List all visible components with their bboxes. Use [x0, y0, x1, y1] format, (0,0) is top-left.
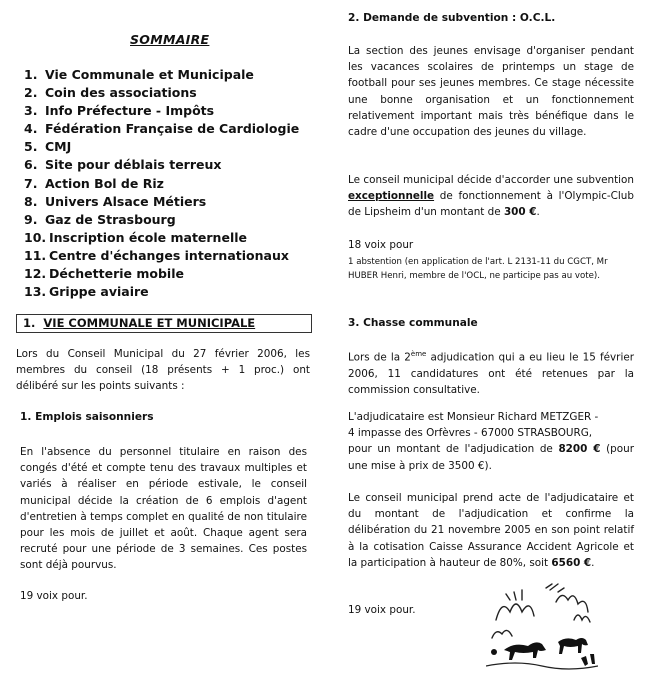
section-1-title: VIE COMMUNALE ET MUNICIPALE [43, 316, 256, 330]
subvention-paragraph: La section des jeunes envisage d'organiser pendant les vacances scolaires de printemps un stage de football pour ses jeunes membres. Ce stage nécessite une bonne organisation et un fonctionnement relativement important mais très bénéfique dans le cadre d'une occupation des jeunes du village. [348, 45, 634, 139]
emplois-vote: 19 voix pour. [20, 590, 88, 602]
toc-item-number: 3. [24, 103, 38, 119]
toc-item [24, 247, 299, 265]
toc-item-label: Gaz de Strasbourg [45, 211, 176, 227]
sommaire-title: SOMMAIRE [130, 32, 210, 47]
toc-item-label: Centre d'échanges internationaux [49, 247, 289, 263]
chasse-p1-start: Lors de la 2 [348, 351, 411, 364]
toc-item [24, 156, 299, 174]
chasse-p3-end: . [591, 556, 595, 569]
decision-text-mid: de fonctionnement à l'Olympic-Club de Lipsheim d'un montant de [348, 190, 634, 219]
hunting-illustration [486, 580, 598, 672]
adjudicataire-address: 4 impasse des Orfèvres - 67000 STRASBOURG, [348, 427, 593, 440]
toc-item-number: 4. [24, 121, 38, 137]
toc-item-label: CMJ [45, 139, 72, 155]
subvention-vote: 18 voix pour [348, 239, 414, 251]
toc-item-number: 5. [24, 139, 38, 155]
subvention-decision [348, 172, 634, 221]
toc-item-label: Déchetterie mobile [49, 266, 184, 282]
section-1-heading-box [16, 314, 312, 333]
toc-item-label: Univers Alsace Métiers [45, 193, 207, 209]
toc-item-number: 8. [24, 193, 38, 209]
subvention-heading: 2. Demande de subvention : O.C.L. [348, 12, 556, 24]
toc-item-number: 13. [24, 284, 47, 300]
chasse-p1-superscript: ème [410, 350, 427, 358]
toc-item-number: 10. [24, 229, 47, 245]
table-of-contents [24, 66, 299, 301]
toc-item [24, 229, 299, 247]
toc-item [24, 193, 299, 211]
intro-paragraph: Lors du Conseil Municipal du 27 février 2006, les membres du conseil (18 présents + 1 proc.) ont délibéré sur les points suivants : [16, 348, 310, 393]
toc-item [24, 283, 299, 301]
toc-item-number: 2. [24, 85, 38, 101]
toc-item [24, 175, 299, 193]
toc-item-number: 7. [24, 175, 38, 191]
toc-item-number: 9. [24, 211, 38, 227]
section-1-number: 1. [23, 316, 36, 330]
toc-item-label: Vie Communale et Municipale [45, 67, 254, 82]
chasse-paragraph-2 [348, 409, 634, 474]
toc-item [24, 211, 299, 229]
toc-item-label: Grippe aviaire [49, 284, 149, 300]
decision-text-end: . [536, 206, 540, 219]
cotisation-amount: 6560 € [551, 556, 592, 569]
toc-item-label: Action Bol de Riz [45, 175, 164, 191]
chasse-p3-text: Le conseil municipal prend acte de l'adjudicataire et du montant de l'adjudication et confirme la délibération du 21 novembre 2005 en son point relatif à la cotisation Caisse Assurance Accident Agricole et la participation à hauteur de 80%, soit [348, 492, 634, 569]
toc-item-label: Info Préfecture - Impôts [45, 103, 215, 119]
emplois-heading: 1. Emplois saisonniers [20, 411, 154, 423]
chasse-p2-end: (pour une mise à prix de 3500 €). [348, 443, 634, 472]
chasse-p2-text: pour un montant de l'adjudication de [348, 443, 559, 456]
toc-item [24, 120, 299, 138]
chasse-paragraph-1 [348, 346, 634, 398]
toc-item [24, 138, 299, 156]
chasse-paragraph-3 [348, 490, 634, 571]
toc-item-label: Coin des associations [45, 85, 197, 101]
decision-amount: 300 € [503, 206, 537, 219]
toc-item [24, 265, 299, 283]
chasse-heading: 3. Chasse communale [348, 317, 478, 329]
toc-item [24, 102, 299, 120]
chasse-vote: 19 voix pour. [348, 604, 416, 616]
toc-item-number: 12. [24, 266, 47, 282]
toc-item [24, 84, 299, 102]
decision-text-start: Le conseil municipal décide d'accorder une subvention [348, 174, 634, 186]
adjudication-amount: 8200 € [558, 443, 601, 456]
toc-item-number: 1. [24, 67, 38, 82]
toc-item-label: Inscription école maternelle [49, 229, 247, 245]
toc-item-label: Site pour déblais terreux [45, 157, 222, 173]
toc-item-number: 6. [24, 157, 38, 173]
adjudicataire-line: L'adjudicataire est Monsieur Richard METZGER - [348, 411, 599, 423]
toc-item-label: Fédération Française de Cardiologie [45, 121, 300, 137]
toc-item-number: 11. [24, 247, 47, 263]
decision-emphasis: exceptionnelle [348, 190, 435, 203]
emplois-paragraph: En l'absence du personnel titulaire en raison des congés d'été et compte tenu des travaux multiples et variés à réaliser en période estivale, le conseil municipal décide la création de 6 emplois d'agent d'entretien à temps complet en qualité de non titulaire pour les mois de juillet et août. Chaque agent sera recruté pour une période de 3 semaines. Ces postes sont déjà pourvus. [20, 446, 307, 572]
subvention-abstention: 1 abstention (en application de l'art. L 2131-11 du CGCT, Mr HUBER Henri, membre de l'OCL, ne participe pas au vote). [348, 257, 608, 282]
chasse-p1-end: adjudication qui a eu lieu le 15 février 2006, 11 candidatures ont été retenues par la commission consultative. [348, 351, 634, 396]
toc-item [24, 66, 299, 84]
